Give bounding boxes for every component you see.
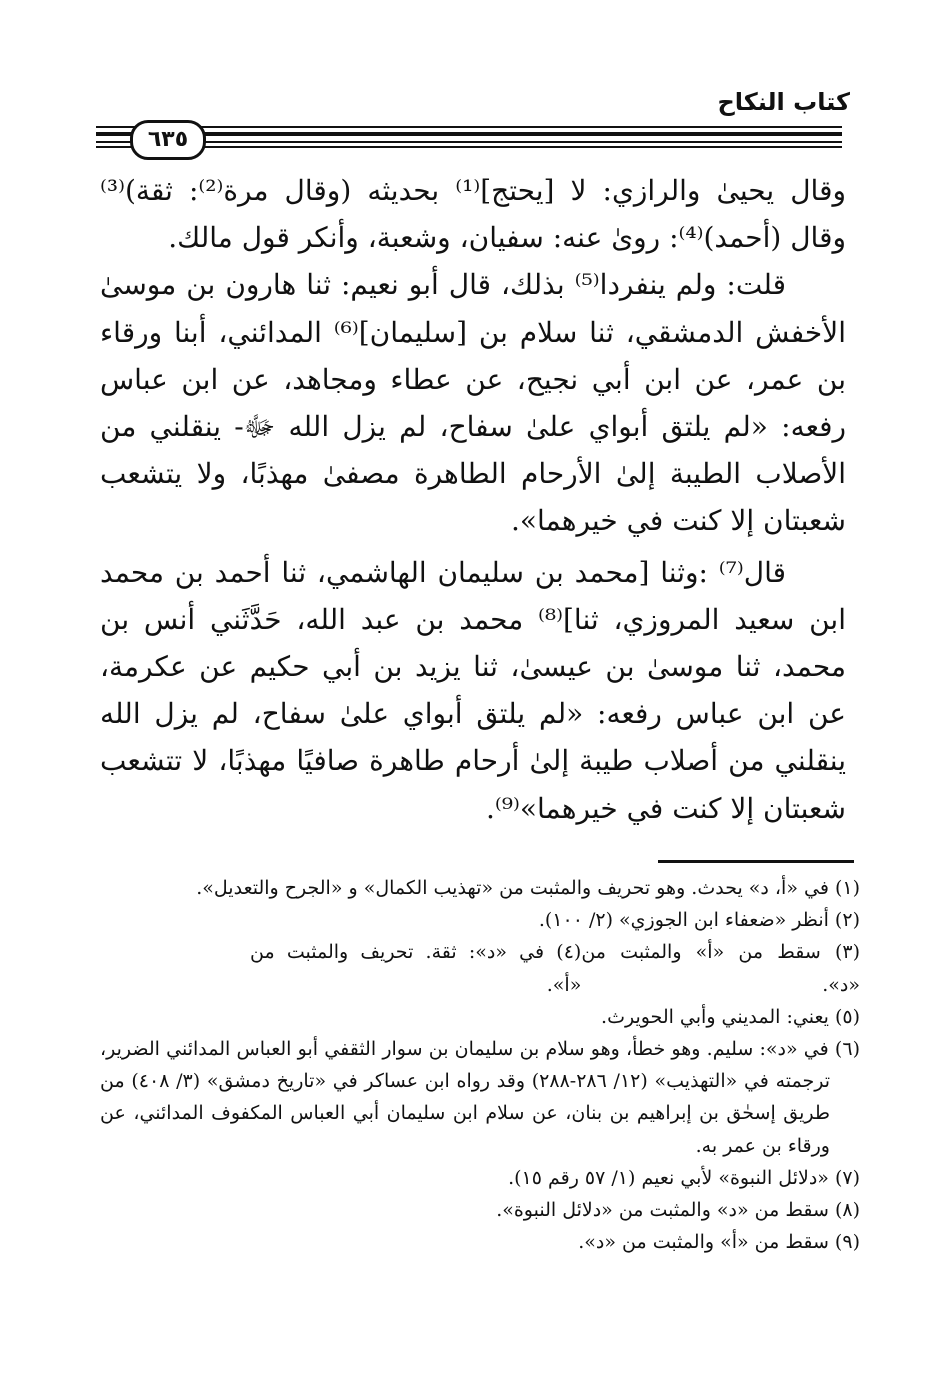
footnote-9: (٩) سقط من «أ» والمثبت من «د».: [578, 1231, 860, 1254]
footnote-5: (٥) يعني: المديني وأبي الحويرث.: [601, 1005, 860, 1028]
paragraph-1: وقال يحيىٰ والرازي: لا [يحتج]⁽¹⁾ بحديثه (وقال مرة⁽²⁾: ثقة)⁽³⁾ وقال (أحمد)⁽⁴⁾: روىٰ عنه: سفيان، وشعبة، وأنكر قول مالك.: [100, 174, 846, 255]
footnote-2: (٢) أنظر «ضعفاء ابن الجوزي» (٢/ ١٠٠).: [538, 909, 860, 932]
header-rule-bottom-2: [96, 146, 842, 148]
footnote-7: (٧) «دلائل النبوة» لأبي نعيم (١/ ٥٧ رقم ١٥).: [508, 1166, 860, 1189]
footnote-6: (٦) في «د»: سليم. وهو خطأ، وهو سلام بن سليمان بن سوار الثقفي أبو العباس المدائني الضرير، ترجمته في «التهذيب» (١٢/ ٢٨٦-٢٨٨) وقد رواه ابن عساكر في «تاريخ دمشق» (٣/ ٤٠٨) من طريق إسحٰق بن إبراهيم بن بنان، عن سلام ابن سليمان أبي العباس المكفوف المدائني، عن ورقاء بن عمر به.: [100, 1038, 860, 1157]
footnotes: [100, 872, 860, 1258]
page-number: ٦٣٥: [130, 120, 206, 160]
footnote-3: (٣) سقط من «أ» والمثبت من «د».: [581, 941, 860, 996]
footnote-row-3-4: [100, 936, 860, 1000]
paragraph-3: قال⁽⁷⁾ :وثنا [محمد بن سليمان الهاشمي، ثنا أحمد بن محمد ابن سعيد المروزي، ثنا]⁽⁸⁾ محمد بن عبد الله، حَدَّثَني أنس بن محمد، ثنا موسىٰ بن عيسىٰ، ثنا يزيد بن أبي حكيم عن عكرمة، عن ابن عباس رفعه: «لم يلتق أبواي علىٰ سفاح، لم يزل الله ينقلني من أصلاب طيبة إلىٰ أرحام طاهرة صافيًا مهذبًا، لا تتشعب شعبتان إلا كنت في خيرهما»⁽⁹⁾.: [100, 555, 846, 825]
footnote-4: (٤) في «د»: ثقة. تحريف والمثبت من «أ».: [250, 941, 582, 996]
header-rule-thick: [96, 132, 842, 136]
header-rule-top: [96, 126, 842, 128]
footnote-1: (١) في «أ، د» يحدث. وهو تحريف والمثبت من «تهذيب الكمال» و «الجرح والتعديل».: [196, 877, 860, 899]
header-rule-bottom: [96, 141, 842, 143]
footnote-separator: [658, 860, 854, 863]
paragraph-2: قلت: ولم ينفردا⁽⁵⁾ بذلك، قال أبو نعيم: ثنا هارون بن موسىٰ الأخفش الدمشقي، ثنا سلام بن [سليمان]⁽⁶⁾ المدائني، أبنا ورقاء بن عمر، عن ابن أبي نجيح، عن عطاء ومجاهد، عن ابن عباس رفعه: «لم يلتق أبواي علىٰ سفاح، لم يزل الله ﷻ- ينقلني من الأصلاب الطيبة إلىٰ الأرحام الطاهرة مصفىٰ مهذبًا، ولا يتشعب شعبتان إلا كنت في خيرهما».: [100, 268, 846, 538]
main-text: [100, 167, 846, 832]
footnote-8: (٨) سقط من «د» والمثبت من «دلائل النبوة».: [496, 1199, 860, 1222]
running-header-title: كتاب النكاح: [717, 88, 850, 116]
